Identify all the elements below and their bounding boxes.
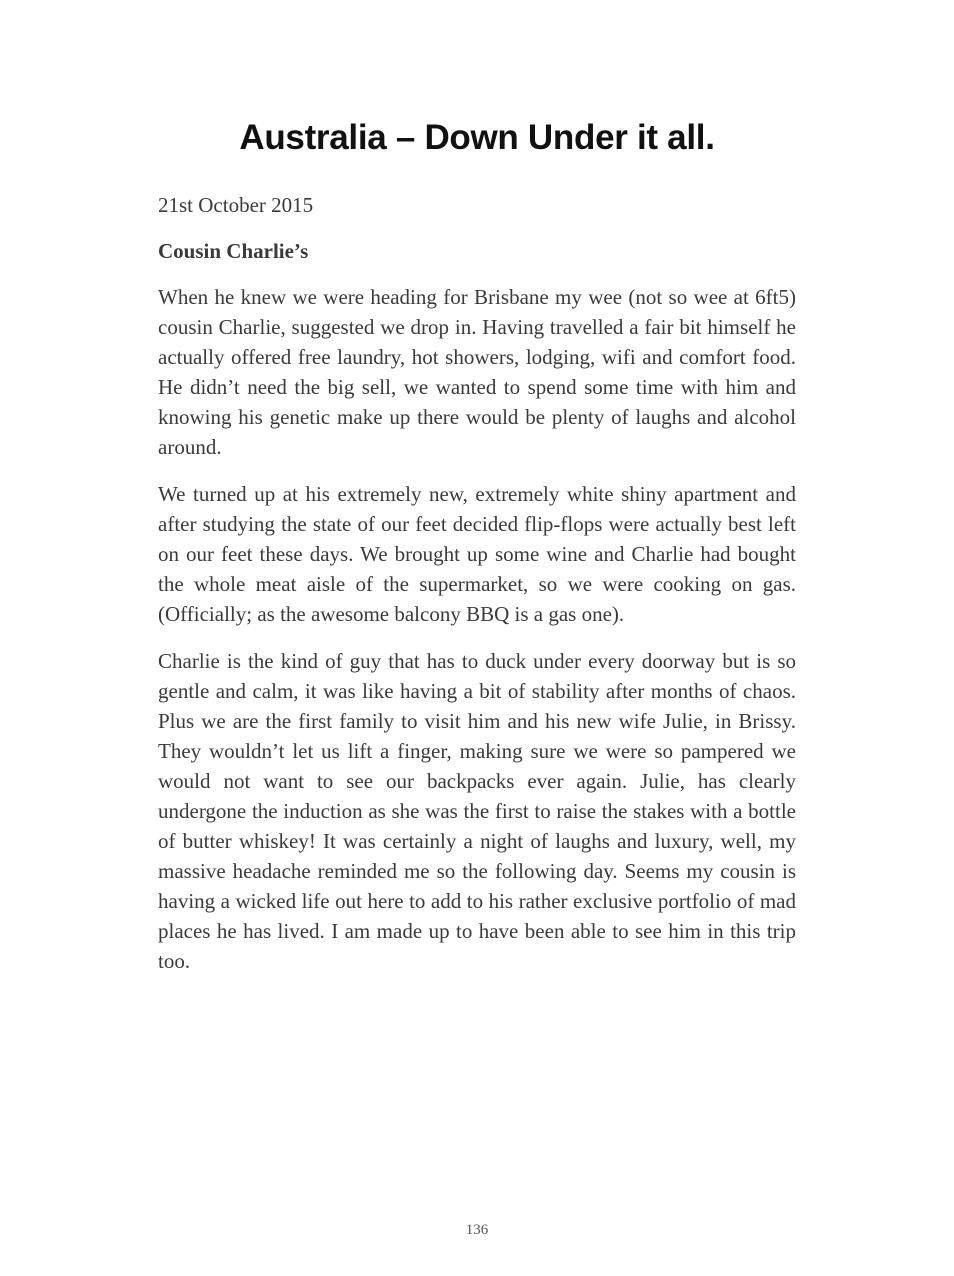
- page-title: Australia – Down Under it all.: [239, 118, 715, 157]
- entry-date: 21st October 2015: [158, 193, 314, 217]
- page-number: 136: [465, 1222, 489, 1238]
- article-body: [158, 190, 796, 993]
- paragraph-3: Charlie is the kind of guy that has to duck under every doorway but is so gentle and calm, it was like having a bit of stability after months of chaos. Plus we are the first family to visit him and his new wife Julie, in Brissy. They wouldn’t let us lift a finger, making sure we were so pampered we would not want to see our backpacks ever again. Julie, has clearly undergone the induction as she was the first to raise the stakes with a bottle of butter whiskey! It was certainly a night of laughs and luxury, well, my massive headache reminded me so the following day. Seems my cousin is having a wicked life out here to add to his rather exclusive portfolio of mad places he has lived. I am made up to have been able to see him in this trip too.: [158, 649, 796, 973]
- section-heading: Cousin Charlie’s: [158, 239, 309, 263]
- paragraph-2: We turned up at his extremely new, extremely white shiny apartment and after studying the state of our feet decided flip-flops were actually best left on our feet these days. We brought up some wine and Charlie had bought the whole meat aisle of the supermarket, so we were cooking on gas. (Officially; as the awesome balcony BBQ is a gas one).: [158, 482, 796, 626]
- paragraph-1: When he knew we were heading for Brisbane my wee (not so wee at 6ft5) cousin Charlie, suggested we drop in. Having travelled a fair bit himself he actually offered free laundry, hot showers, lodging, wifi and comfort food. He didn’t need the big sell, we wanted to spend some time with him and knowing his genetic make up there would be plenty of laughs and alcohol around.: [158, 285, 796, 459]
